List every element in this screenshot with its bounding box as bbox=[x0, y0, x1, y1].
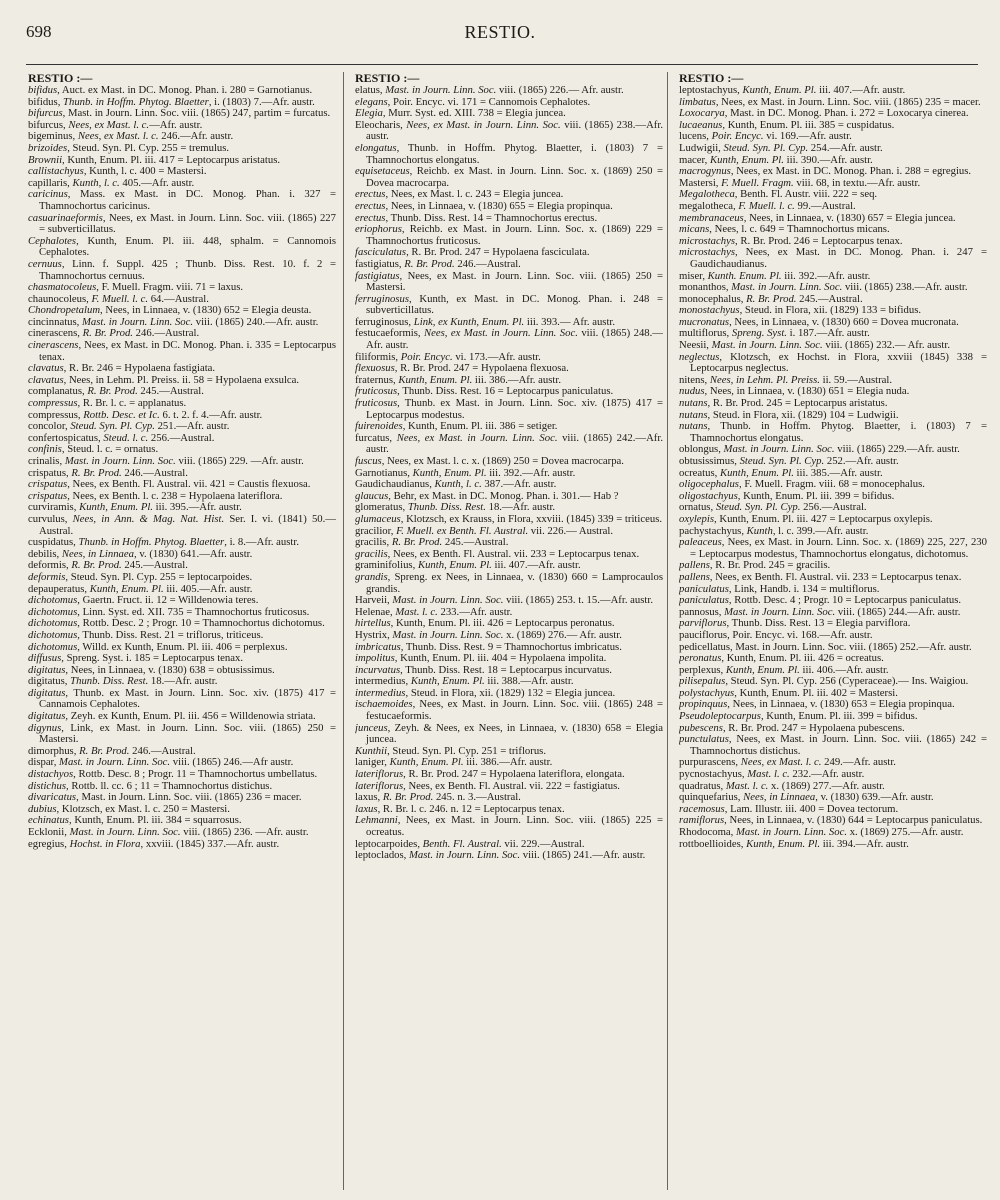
column-2-entries bbox=[355, 85, 663, 862]
index-entry: Helenae, Mast. l. c. 233.—Afr. austr. bbox=[355, 605, 513, 618]
index-entry: ferruginosus, Kunth, ex Mast. in DC. Monog. Phan. i. 248 = subverticillatus. bbox=[355, 292, 663, 317]
index-entry: propinquus, Nees, in Linnaea, v. (1830) 653 = Elegia propinqua. bbox=[679, 698, 955, 711]
index-entry: pycnostachyus, Mast. l. c. 232.—Afr. austr. bbox=[679, 768, 865, 781]
index-entry: concolor, Steud. Syn. Pl. Cyp. 251.—Afr. austr. bbox=[28, 420, 230, 433]
running-head: RESTIO. bbox=[464, 22, 536, 42]
index-entry: fruticosus, Thunb. ex Mast. in Journ. Linn. Soc. xiv. (1875) 417 = Leptocarpus modestus. bbox=[355, 397, 663, 421]
index-entry: fastigiatus, Nees, ex Mast. in Journ. Linn. Soc. viii. (1865) 250 = Mastersi. bbox=[355, 269, 663, 294]
index-entry: egregius, Hochst. in Flora, xxviii. (1845) 337.—Afr. austr. bbox=[28, 837, 280, 850]
index-entry: Rhodocoma, Mast. in Journ. Linn. Soc. x. (1869) 275.—Afr. austr. bbox=[679, 826, 964, 838]
index-entry: bifurcus, Nees, ex Mast. l. c.—Afr. austr. bbox=[28, 118, 203, 131]
index-entry: ischaemoides, Nees, ex Mast. in Journ. Linn. Soc. viii. (1865) 248 = festucaeformis. bbox=[355, 698, 663, 723]
index-entry: bigeminus, Nees, ex Mast. l. c. 246.—Afr. austr. bbox=[28, 130, 234, 143]
index-entry: pubescens, R. Br. Prod. 247 = Hypolaena pubescens. bbox=[679, 721, 905, 734]
index-entry: cuspidatus, Thunb. in Hoffm. Phytog. Blaetter, i. 8.—Afr. austr. bbox=[28, 536, 300, 549]
index-entry: obtusissimus, Steud. Syn. Pl. Cyp. 252.—Afr. austr. bbox=[679, 455, 899, 467]
column-2 bbox=[355, 72, 663, 1190]
index-entry: monostachyus, Steud. in Flora, xii. (1829) 133 = bifidus. bbox=[679, 304, 922, 317]
column-divider-1 bbox=[343, 72, 344, 1190]
index-entry: fruticosus, Thunb. Diss. Rest. 16 = Leptocarpus paniculatus. bbox=[355, 385, 614, 398]
index-entry: paniculatus, Link, Handb. i. 134 = multiflorus. bbox=[679, 582, 880, 595]
index-entry: lucens, Poir. Encyc. vi. 169.—Afr. austr. bbox=[679, 130, 852, 143]
index-entry: parviflorus, Thunb. Diss. Rest. 13 = Elegia parviflora. bbox=[679, 617, 911, 630]
index-entry: elatus, Mast. in Journ. Linn. Soc. viii. (1865) 226.— Afr. austr. bbox=[355, 84, 624, 96]
index-entry: digitatus, Zeyh. ex Kunth, Enum. Pl. iii. 456 = Willdenowia striata. bbox=[28, 710, 316, 723]
index-entry: caricinus, Mass. ex Mast. in DC. Monog. Phan. i. 327 = Thamnochortus caricinus. bbox=[28, 188, 336, 212]
index-entry: ornatus, Steud. Syn. Pl. Cyp. 256.—Austral. bbox=[679, 501, 867, 514]
index-entry: crispatus, Nees, ex Benth. l. c. 238 = Hypolaena lateriflora. bbox=[28, 489, 283, 502]
index-entry: multiflorus, Spreng. Syst. i. 187.—Afr. austr. bbox=[679, 327, 870, 340]
index-entry: monocephalus, R. Br. Prod. 245.—Austral. bbox=[679, 292, 863, 305]
page-number: 698 bbox=[26, 22, 52, 41]
index-entry: gracilior, F. Muell. ex Benth. Fl. Austral. vii. 226.— Austral. bbox=[355, 524, 614, 537]
index-entry: graminifolius, Kunth, Enum. Pl. iii. 407.—Afr. austr. bbox=[355, 559, 581, 572]
index-entry: complanatus, R. Br. Prod. 245.—Austral. bbox=[28, 385, 204, 398]
index-entry: lateriflorus, R. Br. Prod. 247 = Hypolaena lateriflora, elongata. bbox=[355, 768, 625, 781]
index-entry: oligocephalus, F. Muell. Fragm. viii. 68 = monocephalus. bbox=[679, 478, 925, 491]
index-entry: rottboellioides, Kunth, Enum. Pl. iii. 394.—Afr. austr. bbox=[679, 837, 909, 850]
index-entry: nutans, Steud. in Flora, xii. (1829) 104 = Ludwigii. bbox=[679, 408, 899, 421]
index-entry: casuarinaeformis, Nees, ex Mast. in Journ. Linn. Soc. viii. (1865) 227 = subverticillatus. bbox=[28, 211, 336, 236]
column-3 bbox=[679, 72, 987, 1190]
index-entry: perplexus, Kunth, Enum. Pl. iii. 406.—Afr. austr. bbox=[679, 663, 889, 676]
index-entry: mucronatus, Nees, in Linnaea, v. (1830) 660 = Dovea mucronata. bbox=[679, 315, 959, 328]
index-entry: leptostachyus, Kunth, Enum. Pl. iii. 407.—Afr. austr. bbox=[679, 84, 906, 96]
index-entry: Neesii, Mast. in Journ. Linn. Soc. viii. (1865) 232.— Afr. austr. bbox=[679, 339, 951, 352]
index-entry: bifidus, Auct. ex Mast. in DC. Monog. Phan. i. 280 = Garnotianus. bbox=[28, 84, 313, 96]
index-entry: glaucus, Behr, ex Mast. in DC. Monog. Phan. i. 301.— Hab ? bbox=[355, 489, 619, 502]
index-entry: digynus, Link, ex Mast. in Journ. Linn. Soc. viii. (1865) 250 = Mastersi. bbox=[28, 721, 336, 746]
index-entry: hirtellus, Kunth, Enum. Pl. iii. 426 = Leptocarpus peronatus. bbox=[355, 617, 615, 630]
index-entry: nudus, Nees, in Linnaea, v. (1830) 651 = Elegia nuda. bbox=[679, 385, 910, 398]
index-entry: leptocarpoides, Benth. Fl. Austral. vii. 229.—Austral. bbox=[355, 837, 585, 850]
index-entry: Cephalotes, Kunth, Enum. Pl. iii. 448, sphalm. = Cannomois Cephalotes. bbox=[28, 234, 336, 259]
index-entry: pallens, Nees, ex Benth. Fl. Austral. vii. 233 = Leptocarpus tenax. bbox=[679, 570, 962, 583]
index-entry: diffusus, Spreng. Syst. i. 185 = Leptocarpus tenax. bbox=[28, 652, 244, 665]
index-entry: Hystrix, Mast. in Journ. Linn. Soc. x. (1869) 276.— Afr. austr. bbox=[355, 628, 622, 641]
index-entry: crispatus, Nees, ex Benth. Fl. Austral. vii. 421 = Caustis flexuosa. bbox=[28, 478, 311, 491]
index-entry: Ecklonii, Mast. in Journ. Linn. Soc. viii. (1865) 236. —Afr. austr. bbox=[28, 826, 309, 838]
index-entry: gracilis, Nees, ex Benth. Fl. Austral. vii. 233 = Leptocarpus tenax. bbox=[355, 547, 640, 560]
index-entry: punctulatus, Nees, ex Mast. in Journ. Linn. Soc. viii. (1865) 242 = Thamnochortus distichus. bbox=[679, 733, 987, 757]
index-entry: clavatus, Nees, in Lehm. Pl. Preiss. ii. 58 = Hypolaena exsulca. bbox=[28, 373, 300, 386]
index-entry: confertospicatus, Steud. l. c. 256.—Austral. bbox=[28, 431, 215, 444]
index-entry: glomeratus, Thunb. Diss. Rest. 18.—Afr. austr. bbox=[355, 501, 556, 514]
index-entry: Elegia, Murr. Syst. ed. XIII. 738 = Elegia juncea. bbox=[355, 107, 566, 120]
index-entry: quinquefarius, Nees, in Linnaea, v. (1830) 639.—Afr. austr. bbox=[679, 791, 934, 804]
index-entry: Brownii, Kunth, Enum. Pl. iii. 417 = Leptocarpus aristatus. bbox=[28, 153, 281, 166]
index-entry: fuirenoides, Kunth, Enum. Pl. iii. 386 = setiger. bbox=[355, 420, 558, 433]
index-entry: dichotomus, Rottb. Desc. 2 ; Progr. 10 = Thamnochortus dichotomus. bbox=[28, 617, 325, 630]
index-entry: divaricatus, Mast. in Journ. Linn. Soc. viii. (1865) 236 = macer. bbox=[28, 791, 302, 804]
index-entry: fuscus, Nees, ex Mast. l. c. x. (1869) 250 = Dovea macrocarpa. bbox=[355, 455, 624, 467]
index-entry: pilisepalus, Steud. Syn. Pl. Cyp. 256 (Cyperaceae).— Ins. Waigiou. bbox=[679, 675, 969, 688]
index-entry: Ludwigii, Steud. Syn. Pl. Cyp. 254.—Afr. austr. bbox=[679, 141, 883, 154]
index-entry: glumaceus, Klotzsch, ex Krauss, in Flora, xxviii. (1845) 339 = triticeus. bbox=[355, 512, 663, 525]
index-entry: cernuus, Linn. f. Suppl. 425 ; Thunb. Diss. Rest. 10. f. 2 = Thamnochortus cernuus. bbox=[28, 257, 336, 282]
index-entry: clavatus, R. Br. 246 = Hypolaena fastigiata. bbox=[28, 362, 216, 375]
index-entry: Harveii, Mast. in Journ. Linn. Soc. viii. (1865) 253. t. 15.—Afr. austr. bbox=[355, 594, 654, 607]
index-entry: pachystachyus, Kunth, l. c. 399.—Afr. austr. bbox=[679, 524, 869, 537]
index-entry: dichotomus, Gaertn. Fruct. ii. 12 = Willdenowia teres. bbox=[28, 594, 259, 607]
index-entry: depauperatus, Kunth, Enum. Pl. iii. 405.—Afr. austr. bbox=[28, 582, 253, 595]
index-entry: Gaudichaudianus, Kunth, l. c. 387.—Afr. austr. bbox=[355, 478, 557, 491]
index-entry: Loxocarya, Mast. in DC. Monog. Phan. i. 272 = Loxocarya cinerea. bbox=[679, 107, 969, 120]
index-entry: Eleocharis, Nees, ex Mast. in Journ. Linn. Soc. viii. (1865) 238.—Afr. austr. bbox=[355, 118, 663, 143]
index-entry: racemosus, Lam. Illustr. iii. 400 = Dovea tectorum. bbox=[679, 802, 899, 815]
index-entry: equisetaceus, Reichb. ex Mast. in Journ. Linn. Soc. x. (1869) 250 = Dovea macrocarpa. bbox=[355, 165, 663, 189]
index-entry: Kunthii, Steud. Syn. Pl. Cyp. 251 = triflorus. bbox=[355, 744, 547, 757]
index-entry: pallens, R. Br. Prod. 245 = gracilis. bbox=[679, 559, 831, 572]
index-entry: megalotheca, F. Muell. l. c. 99.—Austral. bbox=[679, 199, 856, 212]
index-entry: oxylepis, Kunth, Enum. Pl. iii. 427 = Leptocarpus oxylepis. bbox=[679, 512, 933, 525]
column-3-heading: RESTIO :— bbox=[679, 72, 744, 85]
index-entry: elegans, Poir. Encyc. vi. 171 = Cannomois Cephalotes. bbox=[355, 95, 591, 108]
index-entry: paleaceus, Nees, ex Mast. in Journ. Linn. Soc. x. (1869) 225, 227, 230 = Leptocarpus modestus, Thamnochortus elongatus, dichotomus. bbox=[679, 536, 987, 560]
index-entry: brizoides, Steud. Syn. Pl. Cyp. 255 = tremulus. bbox=[28, 141, 230, 154]
index-entry: cincinnatus, Mast. in Journ. Linn. Soc. viii. (1865) 240.—Afr. austr. bbox=[28, 315, 319, 328]
index-entry: cinerascens, Nees, ex Mast. in DC. Monog. Phan. i. 335 = Leptocarpus tenax. bbox=[28, 339, 336, 363]
index-entry: distachyos, Rottb. Desc. 8 ; Progr. 11 = Thamnochortus umbellatus. bbox=[28, 768, 318, 781]
index-entry: distichus, Rottb. ll. cc. 6 ; 11 = Thamnochortus distichus. bbox=[28, 779, 273, 792]
column-3-entries bbox=[679, 85, 987, 850]
column-1-entries bbox=[28, 85, 336, 850]
index-entry: fasciculatus, R. Br. Prod. 247 = Hypolaena fasciculata. bbox=[355, 246, 590, 259]
index-entry: junceus, Zeyh. & Nees, ex Nees, in Linnaea, v. (1830) 658 = Elegia juncea. bbox=[355, 721, 663, 746]
index-entry: monanthos, Mast. in Journ. Linn. Soc. viii. (1865) 238.—Afr. austr. bbox=[679, 281, 968, 294]
index-entry: digitatus, Thunb. ex Mast. in Journ. Linn. Soc. xiv. (1875) 417 = Cannamois Cephalotes. bbox=[28, 686, 336, 711]
index-entry: compressus, Rottb. Desc. et Ic. 6. t. 2. f. 4.—Afr. austr. bbox=[28, 408, 263, 421]
index-entry: microstachys, Nees, ex Mast. in DC. Monog. Phan. i. 247 = Gaudichaudianus. bbox=[679, 246, 987, 270]
index-entry: membranaceus, Nees, in Linnaea, v. (1830) 657 = Elegia juncea. bbox=[679, 211, 956, 224]
index-entry: micans, Nees, l. c. 649 = Thamnochortus micans. bbox=[679, 223, 890, 236]
index-entry: laxus, R. Br. Prod. 245. n. 3.—Austral. bbox=[355, 791, 521, 804]
index-entry: pedicellatus, Mast. in Journ. Linn. Soc. viii. (1865) 252.—Afr. austr. bbox=[679, 640, 972, 653]
index-entry: dichotomus, Linn. Syst. ed. XII. 735 = Thamnochortus fruticosus. bbox=[28, 605, 310, 618]
index-entry: bifurcus, Mast. in Journ. Linn. Soc. viii. (1865) 247, partim = furcatus. bbox=[28, 107, 331, 120]
index-entry: lateriflorus, Nees, ex Benth. Fl. Austral. vii. 222 = fastigiatus. bbox=[355, 779, 620, 792]
index-entry: Lehmanni, Nees, ex Mast. in Journ. Linn. Soc. viii. (1865) 225 = ocreatus. bbox=[355, 814, 663, 838]
index-entry: fraternus, Kunth, Enum. Pl. iii. 386.—Afr. austr. bbox=[355, 373, 562, 386]
index-entry: peronatus, Kunth, Enum. Pl. iii. 426 = ocreatus. bbox=[679, 652, 884, 665]
index-entry: eriophorus, Reichb. ex Mast. in Journ. Linn. Soc. x. (1869) 229 = Thamnochortus fruticosus. bbox=[355, 223, 663, 247]
index-entry: microstachys, R. Br. Prod. 246 = Leptocarpus tenax. bbox=[679, 234, 903, 247]
index-entry: furcatus, Nees, ex Mast. in Journ. Linn. Soc. viii. (1865) 242.—Afr. austr. bbox=[355, 431, 663, 456]
index-entry: crinalis, Mast. in Journ. Linn. Soc. viii. (1865) 229. —Afr. austr. bbox=[28, 455, 304, 467]
index-entry: oblongus, Mast. in Journ. Linn. Soc. viii. (1865) 229.—Afr. austr. bbox=[679, 443, 960, 456]
index-entry: Chondropetalum, Nees, in Linnaea, v. (1830) 652 = Elegia deusta. bbox=[28, 304, 312, 317]
index-entry: Pseudoleptocarpus, Kunth, Enum. Pl. iii. 399 = bifidus. bbox=[679, 710, 918, 723]
column-1 bbox=[28, 72, 336, 1190]
index-entry: erectus, Thunb. Diss. Rest. 14 = Thamnochortus erectus. bbox=[355, 211, 598, 224]
index-entry: laxus, R. Br. l. c. 246. n. 12 = Leptocarpus tenax. bbox=[355, 802, 565, 815]
index-entry: limbatus, Nees, ex Mast. in Journ. Linn. Soc. viii. (1865) 235 = macer. bbox=[679, 95, 981, 108]
index-entry: dichotomus, Thunb. Diss. Rest. 21 = triflorus, triticeus. bbox=[28, 628, 264, 641]
index-entry: nutans, R. Br. Prod. 245 = Leptocarpus aristatus. bbox=[679, 397, 888, 410]
index-entry: digitatus, Thunb. Diss. Rest. 18.—Afr. austr. bbox=[28, 675, 218, 688]
index-entry: filiformis, Poir. Encyc. vi. 173.—Afr. austr. bbox=[355, 350, 541, 363]
index-entry: elongatus, Thunb. in Hoffm. Phytog. Blaetter, i. (1803) 7 = Thamnochortus elongatus. bbox=[355, 141, 663, 166]
index-entry: laniger, Kunth, Enum. Pl. iii. 386.—Afr. austr. bbox=[355, 756, 553, 769]
index-entry: intermedius, Kunth, Enum. Pl. iii. 388.—Afr. austr. bbox=[355, 675, 574, 688]
column-2-heading: RESTIO :— bbox=[355, 72, 420, 85]
index-entry: neglectus, Klotzsch, ex Hochst. in Flora, xxviii (1845) 338 = Leptocarpus neglectus. bbox=[679, 350, 987, 375]
index-entry: incurvatus, Thunb. Diss. Rest. 18 = Leptocarpus incurvatus. bbox=[355, 663, 612, 676]
index-entry: impolitus, Kunth, Enum. Pl. iii. 404 = Hypolaena impolita. bbox=[355, 652, 607, 665]
index-entry: compressus, R. Br. l. c. = applanatus. bbox=[28, 397, 187, 410]
index-entry: deformis, Steud. Syn. Pl. Cyp. 255 = leptocarpoides. bbox=[28, 570, 253, 583]
index-entry: grandis, Spreng. ex Nees, in Linnaea, v. (1830) 660 = Lamprocaulos grandis. bbox=[355, 570, 663, 595]
index-entry: curvulus, Nees, in Ann. & Mag. Nat. Hist. Ser. I. vi. (1841) 50.—Austral. bbox=[28, 512, 336, 537]
index-entry: pauciflorus, Poir. Encyc. vi. 168.—Afr. austr. bbox=[679, 628, 873, 641]
index-entry: macrogynus, Nees, ex Mast. in DC. Monog. Phan. i. 288 = egregius. bbox=[679, 165, 972, 178]
index-entry: fastigiatus, R. Br. Prod. 246.—Austral. bbox=[355, 257, 521, 270]
index-entry: erectus, Nees, ex Mast. l. c. 243 = Elegia juncea. bbox=[355, 188, 564, 201]
index-entry: nitens, Nees, in Lehm. Pl. Preiss. ii. 59.—Austral. bbox=[679, 373, 893, 386]
column-1-heading: RESTIO :— bbox=[28, 72, 93, 85]
index-entry: cinerascens, R. Br. Prod. 246.—Austral. bbox=[28, 327, 200, 340]
index-entry: Megalotheca, Benth. Fl. Austr. viii. 222 = seq. bbox=[679, 188, 878, 201]
index-entry: debilis, Nees, in Linnaea, v. (1830) 641.—Afr. austr. bbox=[28, 547, 253, 560]
index-entry: flexuosus, R. Br. Prod. 247 = Hypolaena flexuosa. bbox=[355, 362, 569, 375]
index-entry: ocreatus, Kunth, Enum. Pl. iii. 385.—Afr. austr. bbox=[679, 466, 883, 479]
index-entry: digitatus, Nees, in Linnaea, v. (1830) 638 = obtusissimus. bbox=[28, 663, 275, 676]
index-entry: crispatus, R. Br. Prod. 246.—Austral. bbox=[28, 466, 188, 479]
header-rule bbox=[26, 64, 978, 65]
index-entry: imbricatus, Thunb. Diss. Rest. 9 = Thamnochortus imbricatus. bbox=[355, 640, 622, 653]
index-entry: echinatus, Kunth, Enum. Pl. iii. 384 = squarrosus. bbox=[28, 814, 242, 827]
index-entry: dichotomus, Willd. ex Kunth, Enum. Pl. iii. 406 = perplexus. bbox=[28, 640, 288, 653]
index-entry: purpurascens, Nees, ex Mast. l. c. 249.—Afr. austr. bbox=[679, 756, 896, 769]
index-entry: miser, Kunth. Enum. Pl. iii. 392.—Afr. austr. bbox=[679, 269, 871, 282]
index-entry: dimorphus, R. Br. Prod. 246.—Austral. bbox=[28, 744, 196, 757]
index-entry: erectus, Nees, in Linnaea, v. (1830) 655 = Elegia propinqua. bbox=[355, 199, 613, 212]
index-entry: Garnotianus, Kunth, Enum. Pl. iii. 392.—Afr. austr. bbox=[355, 466, 576, 479]
index-entry: nutans, Thunb. in Hoffm. Phytog. Blaetter, i. (1803) 7 = Thamnochortus elongatus. bbox=[679, 420, 987, 444]
index-entry: deformis, R. Br. Prod. 245.—Austral. bbox=[28, 559, 188, 572]
index-entry: callistachyus, Kunth, l. c. 400 = Mastersi. bbox=[28, 165, 207, 178]
index-entry: chasmatocoleus, F. Muell. Fragm. viii. 71 = laxus. bbox=[28, 281, 244, 294]
index-entry: dispar, Mast. in Journ. Linn. Soc. viii. (1865) 246.—Afr austr. bbox=[28, 756, 294, 769]
index-entry: bifidus, Thunb. in Hoffm. Phytog. Blaetter, i. (1803) 7.—Afr. austr. bbox=[28, 95, 315, 108]
index-entry: confinis, Steud. l. c. = ornatus. bbox=[28, 443, 159, 456]
index-entry: dubius, Klotzsch, ex Mast. l. c. 250 = Mastersi. bbox=[28, 802, 230, 815]
index-entry: leptoclados, Mast. in Journ. Linn. Soc. viii. (1865) 241.—Afr. austr. bbox=[355, 849, 646, 862]
index-entry: ferruginosus, Link, ex Kunth, Enum. Pl. iii. 393.— Afr. austr. bbox=[355, 315, 616, 328]
index-entry: pannosus, Mast. in Journ. Linn. Soc. viii. (1865) 244.—Afr. austr. bbox=[679, 605, 961, 618]
index-entry: paniculatus, Rottb. Desc. 4 ; Progr. 10 = Leptocarpus paniculatus. bbox=[679, 594, 962, 607]
index-entry: oligostachyus, Kunth, Enum. Pl. iii. 399 = bifidus. bbox=[679, 489, 895, 502]
index-entry: chaunocoleus, F. Muell. l. c. 64.—Austral. bbox=[28, 292, 209, 305]
index-entry: quadratus, Mast. l. c. x. (1869) 277.—Afr. austr. bbox=[679, 779, 885, 792]
index-entry: lucaeanus, Kunth, Enum. Pl. iii. 385 = cuspidatus. bbox=[679, 118, 895, 131]
index-entry: Mastersi, F. Muell. Fragm. viii. 68, in textu.—Afr. austr. bbox=[679, 176, 921, 189]
index-entry: curviramis, Kunth, Enum. Pl. iii. 395.—Afr. austr. bbox=[28, 501, 242, 514]
index-entry: ramiflorus, Nees, in Linnaea, v. (1830) 644 = Leptocarpus paniculatus. bbox=[679, 814, 983, 827]
index-entry: polystachyus, Kunth, Enum. Pl. iii. 402 = Mastersi. bbox=[679, 686, 898, 699]
index-entry: gracilis, R. Br. Prod. 245.—Austral. bbox=[355, 536, 509, 549]
index-entry: macer, Kunth, Enum. Pl. iii. 390.—Afr. austr. bbox=[679, 153, 873, 166]
index-entry: capillaris, Kunth, l. c. 405.—Afr. austr. bbox=[28, 176, 195, 189]
index-entry: intermedius, Steud. in Flora, xii. (1829) 132 = Elegia juncea. bbox=[355, 686, 616, 699]
column-divider-2 bbox=[667, 72, 668, 1190]
index-entry: festucaeformis, Nees, ex Mast. in Journ. Linn. Soc. viii. (1865) 248.— Afr. austr. bbox=[355, 327, 663, 352]
